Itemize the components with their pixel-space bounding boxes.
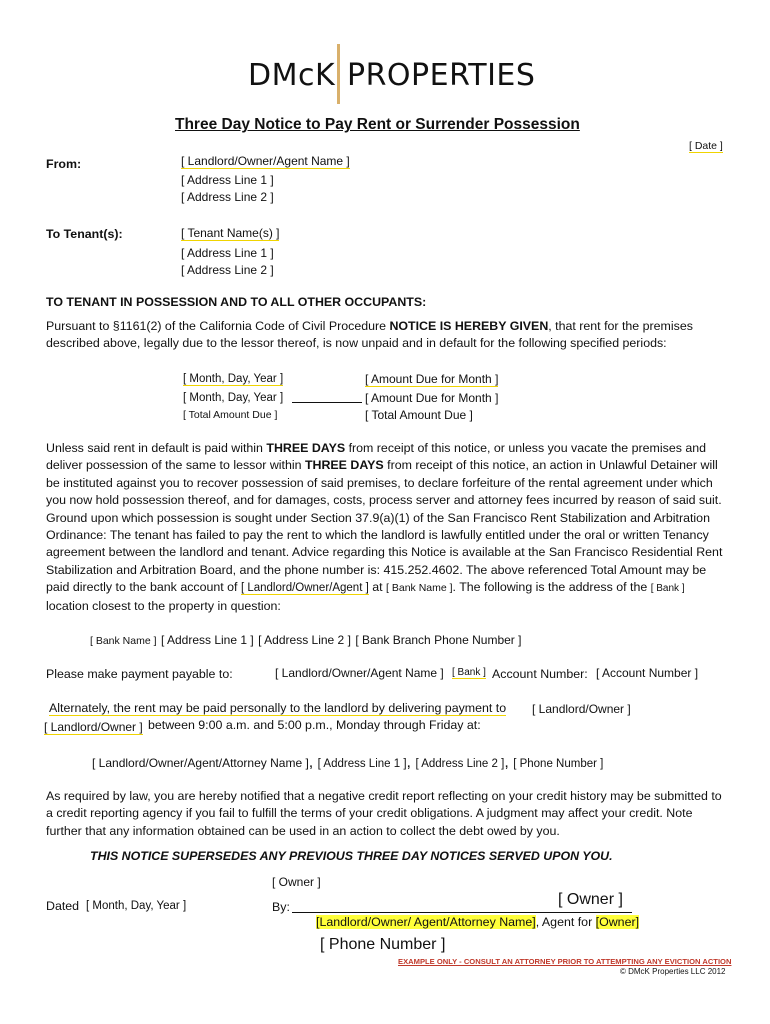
tenant-name-field[interactable]: [ Tenant Name(s) ]: [181, 226, 280, 240]
from-name-field[interactable]: [ Landlord/Owner/Agent Name ]: [181, 154, 350, 168]
payable-bank-field[interactable]: [ Bank ]: [452, 667, 486, 678]
alt-addr2-field[interactable]: [ Address Line 2 ]: [415, 758, 505, 770]
para2-text-g: at: [368, 580, 387, 595]
signer-name-field[interactable]: [Landlord/Owner/ Agent/Attorney Name]: [316, 915, 536, 929]
agent-owner-field[interactable]: [Owner]: [595, 915, 640, 929]
three-days-1: THREE DAYS: [266, 441, 346, 455]
paragraph-unless: [46, 440, 726, 615]
owner-big-field[interactable]: [ Owner ]: [558, 891, 623, 908]
page-title: Three Day Notice to Pay Rent or Surrender Possession: [175, 116, 580, 133]
para2-text-i: . The following is the address of the: [452, 580, 651, 595]
account-number-field[interactable]: [ Account Number ]: [596, 666, 699, 680]
alt-phone-field[interactable]: [ Phone Number ]: [513, 758, 604, 770]
by-label: By:: [272, 900, 290, 914]
rent-line: [292, 402, 362, 403]
account-number-label: Account Number:: [492, 667, 588, 681]
owner-small-field[interactable]: [ Owner ]: [272, 875, 321, 889]
bank-line-phone-field[interactable]: [ Bank Branch Phone Number ]: [355, 633, 522, 647]
para2-text-a: Unless said rent in default is paid within: [46, 441, 267, 455]
agent-for-text: , Agent for: [535, 915, 596, 929]
para2-text-c: from receipt of this notice, or unless you vacate the premises and deliver possession of the same to lessor within: [46, 441, 707, 473]
to-addr1-field[interactable]: [ Address Line 1 ]: [181, 246, 274, 260]
paragraph-credit: As required by law, you are hereby notified that a negative credit report reflecting on your credit history may be submitted to a credit reporting agency if you fail to fulfill the terms of your credit obligations. A judgment may affect your credit. Note further that any information obtained can be used in an action to collect the debt owed by you.: [46, 789, 722, 838]
logo-divider: [337, 44, 340, 104]
alt-name-field[interactable]: [ Landlord/Owner/Agent/Attorney Name ]: [92, 756, 309, 770]
total-amount-field[interactable]: [ Total Amount Due ]: [365, 408, 473, 422]
rent-mdy-2-field[interactable]: [ Month, Day, Year ]: [183, 392, 284, 404]
logo-right: PROPERTIES: [347, 58, 536, 93]
rent-mdy-1-field[interactable]: [ Month, Day, Year ]: [183, 373, 284, 385]
to-label: To Tenant(s):: [46, 227, 123, 241]
from-label: From:: [46, 157, 82, 171]
bank-line-addr2-field[interactable]: [ Address Line 2 ]: [258, 633, 351, 647]
three-days-2: THREE DAYS: [304, 458, 384, 473]
footer-copyright: © DMcK Properties LLC 2012: [620, 967, 726, 976]
alternately-text: Alternately, the rent may be paid personally to the landlord by delivering payment to: [49, 701, 507, 715]
footer-warning: EXAMPLE ONLY - CONSULT AN ATTORNEY PRIOR TO ATTEMPTING ANY EVICTION ACTION: [398, 957, 732, 966]
logo: [248, 58, 335, 93]
alt-hours-text: between 9:00 a.m. and 5:00 p.m., Monday through Friday at:: [148, 718, 481, 732]
paragraph-pursuant: [46, 318, 726, 353]
date-field[interactable]: [ Date ]: [689, 140, 723, 152]
bank-account-owner-field[interactable]: [ Landlord/Owner/Agent ]: [240, 582, 369, 595]
payable-label: Please make payment payable to:: [46, 667, 233, 681]
total-label-field[interactable]: [ Total Amount Due ]: [183, 409, 278, 421]
alt-address-line: [ Landlord/Owner/Agent/Attorney Name ], [ Address Line 1 ], [ Address Line 2 ], [ Phone Number ]: [92, 754, 604, 771]
para2-text-e: from receipt of this notice, an action in Unlawful Detainer will be instituted against you to recover possession of said premises, to declare forfeiture of the rental agreement under which you now hold possession thereof, and for damages, costs, process server and attorney fees incurred by reason of said suit. Ground upon which possession is sought under Section 37.9(a)(1) of the San Francisco Rent Stabilization and Arbitration Ordinance: The tenant has failed to pay the rent to which the landlord is lawfully entitled under the oral or written Tenancy agreement between the landlord and tenant. Advice regarding this Notice is available at the San Francisco Residential Rent Stabilization and Arbitration Board, and the phone number is: 415.252.4602. The above referenced Total Amount may be paid directly to the bank account of: [46, 458, 723, 595]
to-addr2-field[interactable]: [ Address Line 2 ]: [181, 263, 274, 277]
notice-given-text: NOTICE IS HEREBY GIVEN: [389, 319, 549, 333]
dated-label: Dated: [46, 899, 80, 913]
alt-addr1-field[interactable]: [ Address Line 1 ]: [317, 758, 407, 770]
para1-text-c: , that rent for the premises described above, legally due to the lessor thereof, is now unpaid and in default for the following specified periods:: [46, 319, 693, 351]
bank-name-field[interactable]: [ Bank Name ]: [386, 582, 453, 595]
alt-landlord-field-2[interactable]: [ Landlord/Owner ]: [44, 720, 143, 734]
supersedes-notice: THIS NOTICE SUPERSEDES ANY PREVIOUS THREE DAY NOTICES SERVED UPON YOU.: [90, 849, 613, 863]
bank-line-name-field[interactable]: [ Bank Name ]: [90, 635, 157, 647]
agent-line: [316, 915, 639, 929]
from-addr1-field[interactable]: [ Address Line 1 ]: [181, 173, 274, 187]
bank-line-addr1-field[interactable]: [ Address Line 1 ]: [160, 633, 254, 647]
signature-line: [292, 912, 632, 913]
phone-number-field[interactable]: [ Phone Number ]: [320, 936, 446, 953]
payable-name-field[interactable]: [ Landlord/Owner/Agent Name ]: [275, 666, 444, 680]
bank-address-line: [90, 631, 521, 649]
bank-field[interactable]: [ Bank ]: [650, 583, 685, 595]
para1-text-a: Pursuant to §1161(2) of the California Code of Civil Procedure: [46, 319, 390, 333]
rent-amount-1-field[interactable]: [ Amount Due for Month ]: [365, 372, 499, 386]
para2-text-k: location closest to the property in question:: [46, 598, 281, 613]
occupants-heading: TO TENANT IN POSSESSION AND TO ALL OTHER OCCUPANTS:: [46, 295, 427, 309]
logo-left: DMcK: [248, 58, 336, 93]
dated-field[interactable]: [ Month, Day, Year ]: [86, 900, 187, 912]
from-addr2-field[interactable]: [ Address Line 2 ]: [181, 190, 274, 204]
rent-amount-2-field[interactable]: [ Amount Due for Month ]: [365, 391, 499, 405]
alt-landlord-field-1[interactable]: [ Landlord/Owner ]: [532, 702, 631, 716]
